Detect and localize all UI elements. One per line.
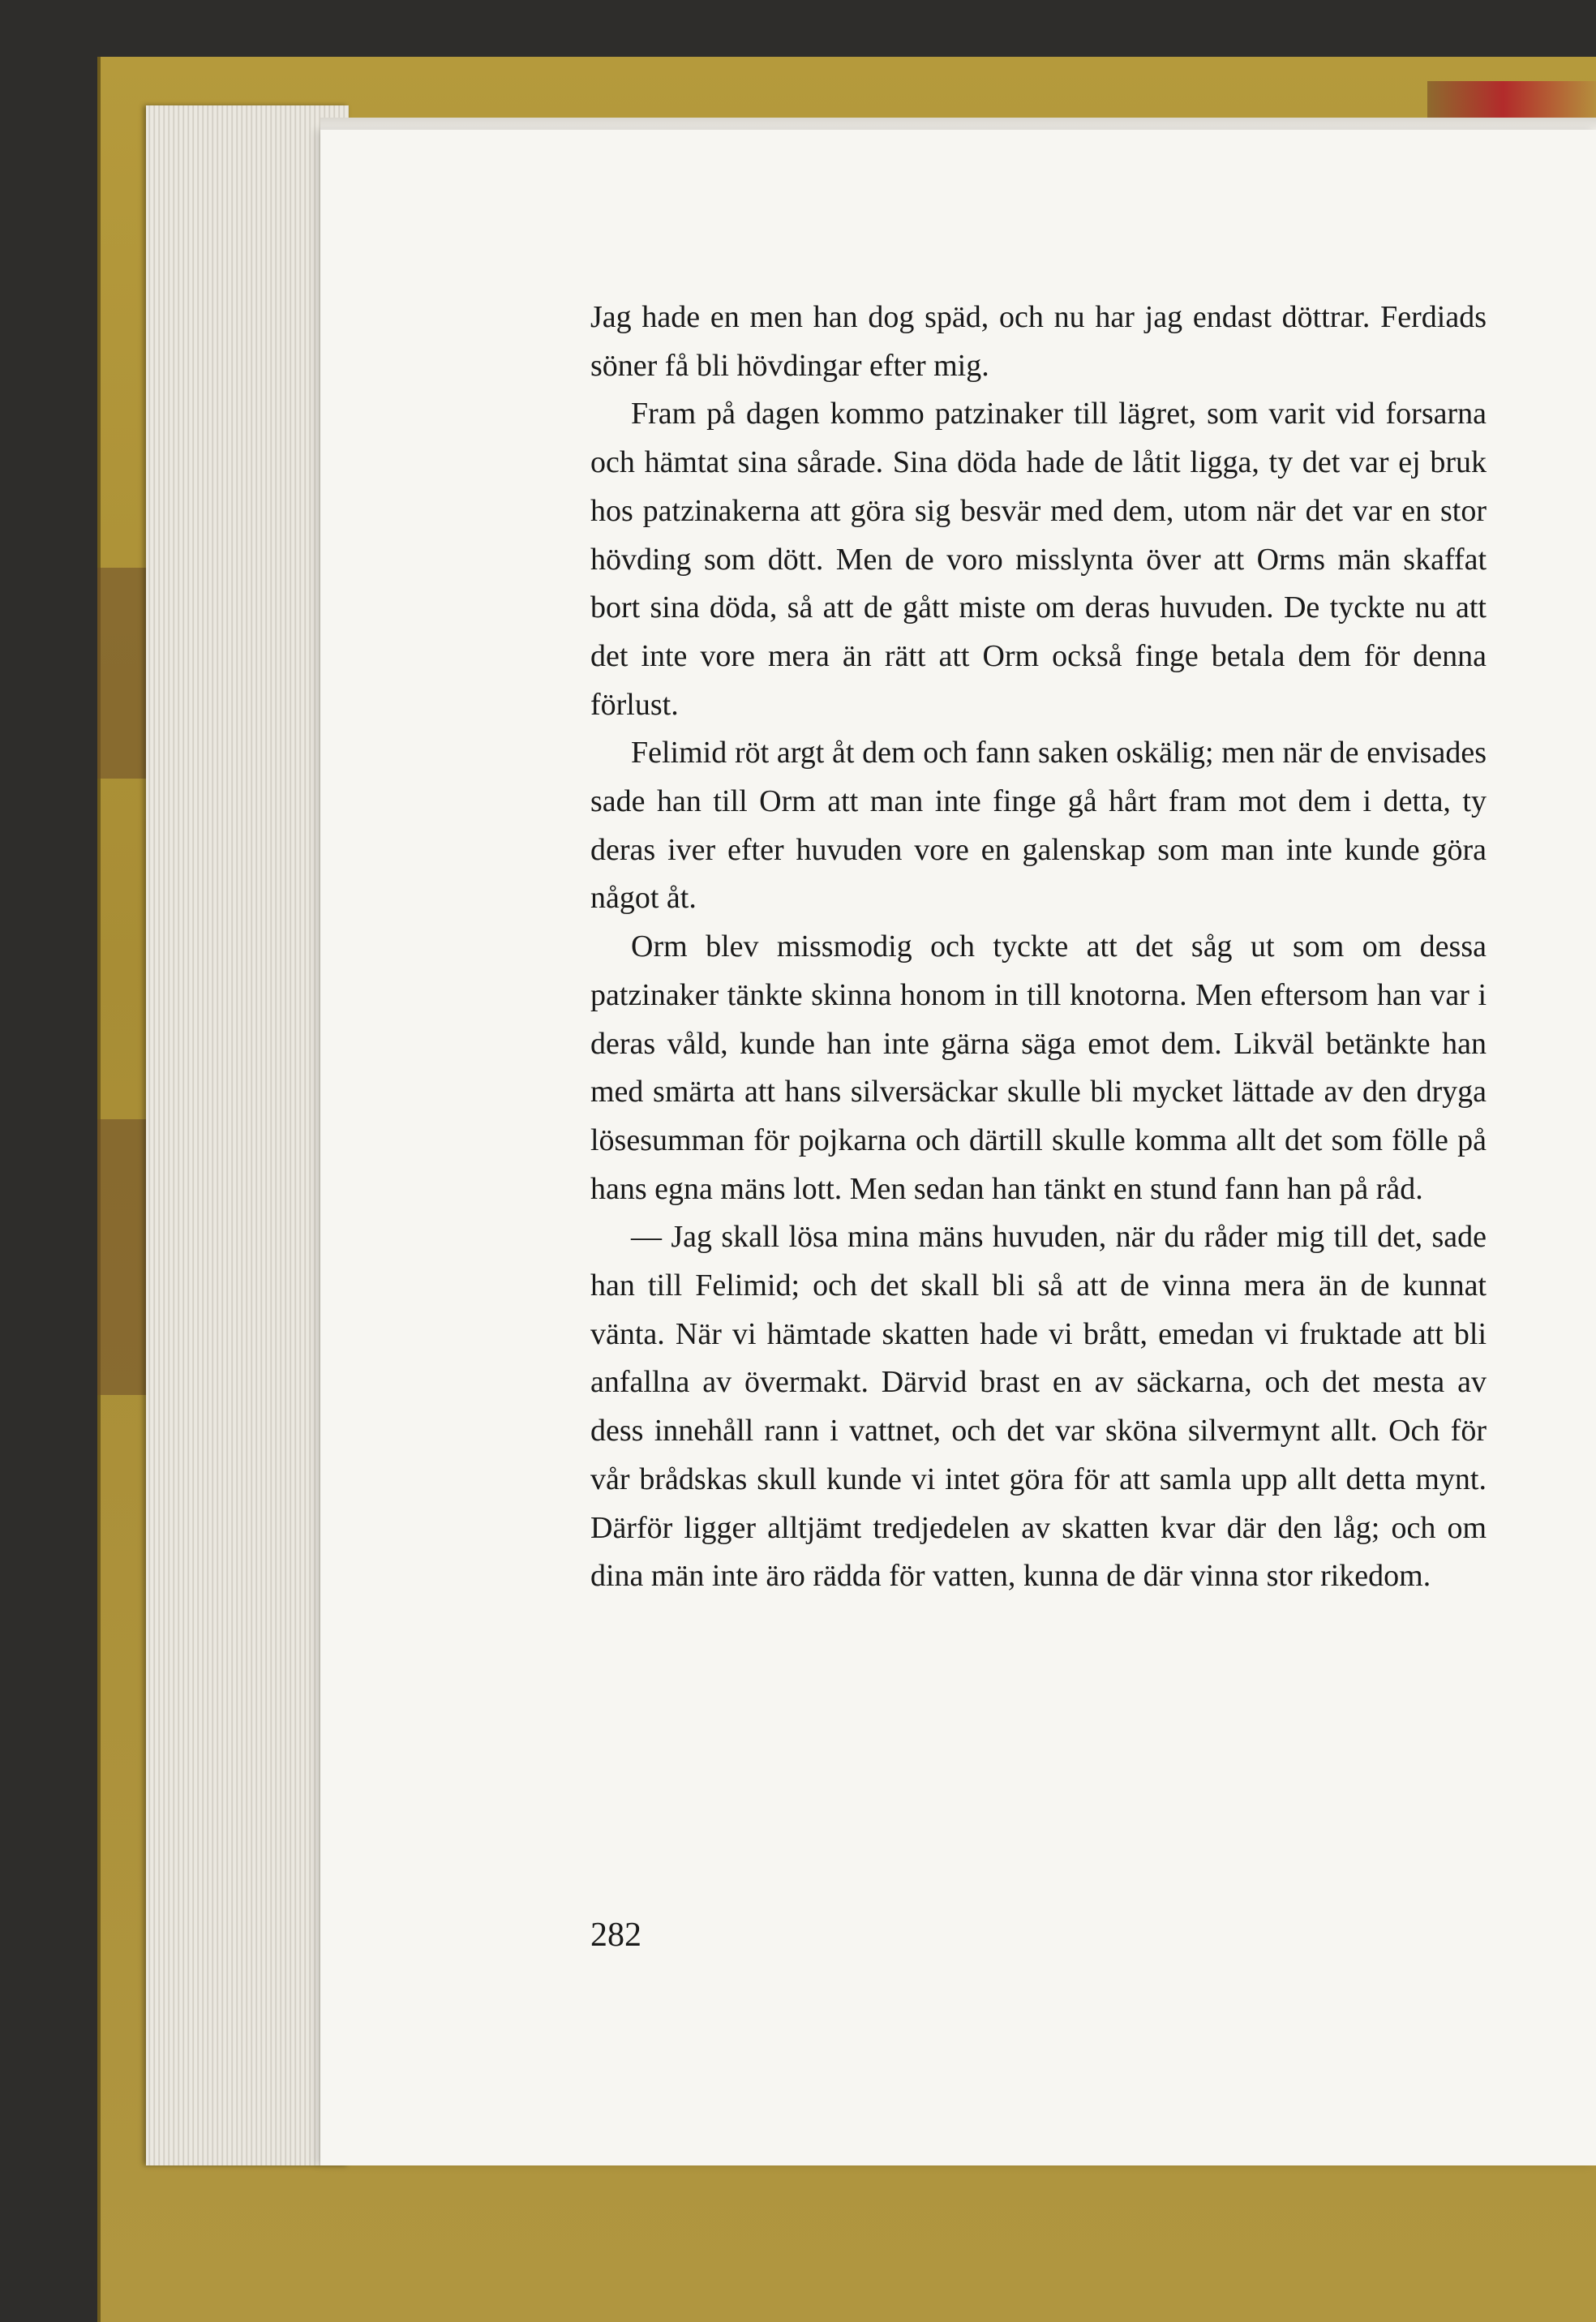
page-edges bbox=[146, 105, 349, 2165]
paragraph: Jag hade en men han dog späd, och nu har jag endast döttrar. Ferdiads söner få bli hövdingar efter mig. bbox=[590, 300, 1487, 383]
paragraph: Felimid röt argt åt dem och fann saken oskälig; men när de envisades sade han till Orm att man inte finge gå hårt fram mot dem i detta, ty deras iver efter huvuden vore en galenskap som man inte kunde göra något åt. bbox=[590, 736, 1487, 916]
paragraph: — Jag skall lösa mina mäns huvuden, när du råder mig till det, sade han till Felimid; och det skall bli så att de vinna mera än de kunnat vänta. När vi hämtade skatten hade vi brått, emedan vi fruktade att bli anfallna av övermakt. Därvid brast en av säckarna, och det mesta av dess innehåll rann i vattnet, och det var sköna silvermynt allt. Och för vår brådskas skull kunde vi intet göra för att samla upp allt detta mynt. Därför ligger alltjämt tredjedelen av skatten kvar där den låg; och om dina män inte äro rädda för vatten, kunna de där vinna stor rikedom. bbox=[590, 1220, 1487, 1594]
body-text bbox=[590, 294, 1487, 1601]
page-number: 282 bbox=[590, 1916, 641, 1954]
paragraph: Orm blev missmodig och tyckte att det såg ut som om dessa patzinaker tänkte skinna honom in till knotorna. Men eftersom han var i deras våld, kunde han inte gärna säga emot dem. Likväl betänkte han med smärta att hans silversäckar skulle bli mycket lättade av den dryga lösesumman för pojkarna och därtill skulle komma allt det som fölle på hans egna mäns lott. Men sedan han tänkt en stund fann han på råd. bbox=[590, 929, 1487, 1206]
paragraph: Fram på dagen kommo patzinaker till lägret, som varit vid forsarna och hämtat sina sårade. Sina döda hade de låtit ligga, ty det var ej bruk hos patzinakerna att göra sig besvär med dem, utom när det var en stor hövding som dött. Men de voro misslynta över att Orms män skaffat bort sina döda, så att de gått miste om deras huvuden. De tyckte nu att det inte vore mera än rätt att Orm också finge betala dem för denna förlust. bbox=[590, 397, 1487, 722]
